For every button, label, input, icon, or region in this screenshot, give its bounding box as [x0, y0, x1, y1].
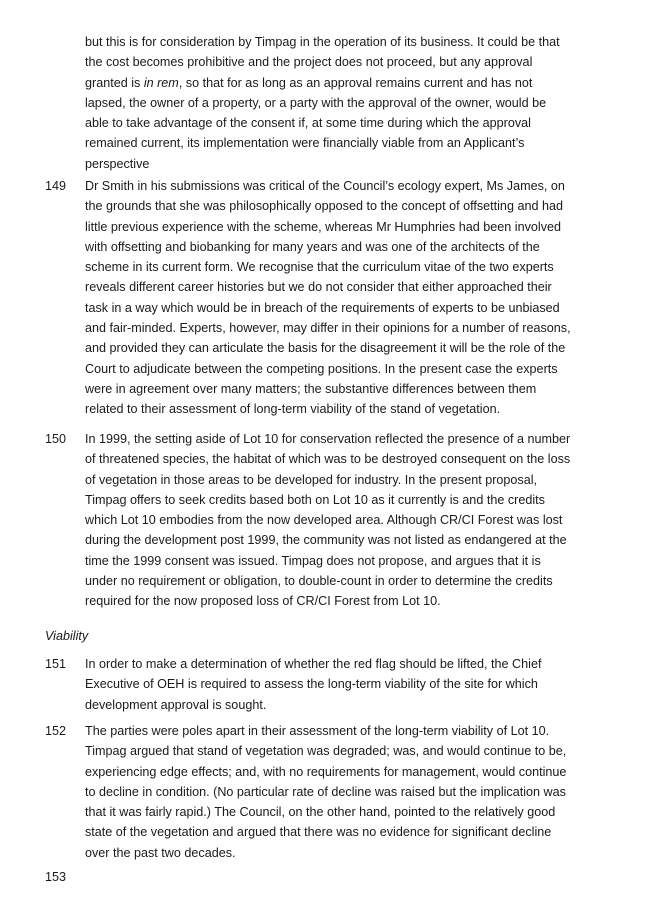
paragraph-150 [85, 429, 605, 612]
paragraph-line: In order to make a determination of whether the red flag should be lifted, the Chief [85, 657, 542, 671]
paragraph-149 [85, 176, 605, 420]
paragraph-line: reveals different career histories but we do not consider that either approached their [85, 280, 552, 295]
paragraph-line: Executive of OEH is required to assess the long-term viability of the site for which [85, 677, 538, 692]
paragraph-line: Dr Smith in his submissions was critical of the Council’s ecology expert, Ms James, on [85, 179, 565, 193]
paragraph-line: required for the now proposed loss of CR/CI Forest from Lot 10. [85, 594, 441, 609]
paragraph-line: which Lot 10 embodies from the now developed area. Although CR/CI Forest was lost [85, 513, 563, 528]
paragraph-line: Timpag argued that stand of vegetation was degraded; was, and would continue to be, [85, 744, 567, 759]
paragraph-line: but this is for consideration by Timpag in the operation of its business. It could be that [85, 35, 560, 49]
italic-latin-term: in rem [143, 75, 179, 90]
paragraph-line: experiencing edge effects; and, with no requirements for management, would continue [85, 764, 567, 779]
paragraph-continuation [85, 32, 605, 174]
paragraph-line: with offsetting and biobanking for many years and was one of the architects of the [85, 239, 540, 254]
section-heading: Viability [45, 629, 89, 643]
paragraph-number: 150 [45, 432, 67, 446]
paragraph-line: to decline in condition. (No particular rate of decline was raised but the implication was [85, 784, 566, 799]
paragraph-line: able to take advantage of the consent if, at some time during which the approval [85, 116, 531, 131]
paragraph-line: Court to adjudicate between the competing positions. In the present case the experts [85, 361, 558, 376]
paragraph-line: during the development post 1999, the community was not listed as endangered at the [85, 533, 567, 548]
paragraph-line: state of the vegetation and argued that there was no evidence for significant decline [85, 825, 552, 840]
paragraph-line: over the past two decades. [85, 845, 236, 860]
paragraph-line: the grounds that she was philosophically opposed to the concept of offsetting and had [85, 199, 563, 214]
paragraph-line: Timpag offers to seek credits based both on Lot 10 as it currently is and the credits [85, 492, 545, 507]
paragraph-line: under no requirement or obligation, to double-count in order to determine the credits [85, 574, 553, 589]
paragraph-line: that it was fairly rapid.) The Council, on the other hand, pointed to the relatively good [85, 805, 556, 820]
paragraph-line: and provided they can articulate the basis for the disagreement it will be the role of the [85, 341, 566, 356]
paragraph-line-mixed [85, 73, 605, 93]
paragraph-line: the cost becomes prohibitive and the project does not proceed, but any approval [85, 55, 533, 70]
paragraph-line: were in agreement over many matters; the substantive differences between them [85, 381, 537, 396]
paragraph-number: 153 [45, 870, 67, 884]
paragraph-line: of vegetation in those areas to be developed for industry. In the present proposal, [85, 472, 538, 487]
paragraph-152 [85, 721, 605, 863]
paragraph-line: related to their assessment of long-term viability of the stand of vegetation. [85, 402, 501, 417]
text-run: granted is [85, 75, 144, 90]
text-run: , so that for as long as an approval remains current and has not [178, 75, 533, 90]
paragraph-151 [85, 654, 605, 715]
paragraph-line: task in a way which would be in breach of the requirements of experts to be unbiased [85, 300, 560, 315]
paragraph-line: scheme in its current form. We recognise that the curriculum vitae of the two experts [85, 260, 554, 275]
paragraph-number: 149 [45, 179, 67, 193]
paragraph-line: and fair-minded. Experts, however, may differ in their opinions for a number of reasons, [85, 321, 571, 336]
paragraph-line: The parties were poles apart in their assessment of the long-term viability of Lot 10. [85, 724, 550, 738]
paragraph-line: perspective [85, 156, 150, 171]
paragraph-line: time the 1999 consent was issued. Timpag does not propose, and argues that it is [85, 553, 541, 568]
paragraph-line: remained current, its implementation were financially viable from an Applicant’s [85, 136, 525, 151]
paragraph-line: In 1999, the setting aside of Lot 10 for conservation reflected the presence of a number [85, 432, 571, 446]
paragraph-line: of threatened species, the habitat of which was to be destroyed consequent on the loss [85, 452, 571, 467]
paragraph-number: 152 [45, 724, 67, 738]
paragraph-line: little previous experience with the scheme, whereas Mr Humphries had been involved [85, 219, 562, 234]
paragraph-number: 151 [45, 657, 67, 671]
paragraph-line: development approval is sought. [85, 697, 267, 712]
paragraph-line: lapsed, the owner of a property, or a party with the approval of the owner, would be [85, 95, 547, 110]
